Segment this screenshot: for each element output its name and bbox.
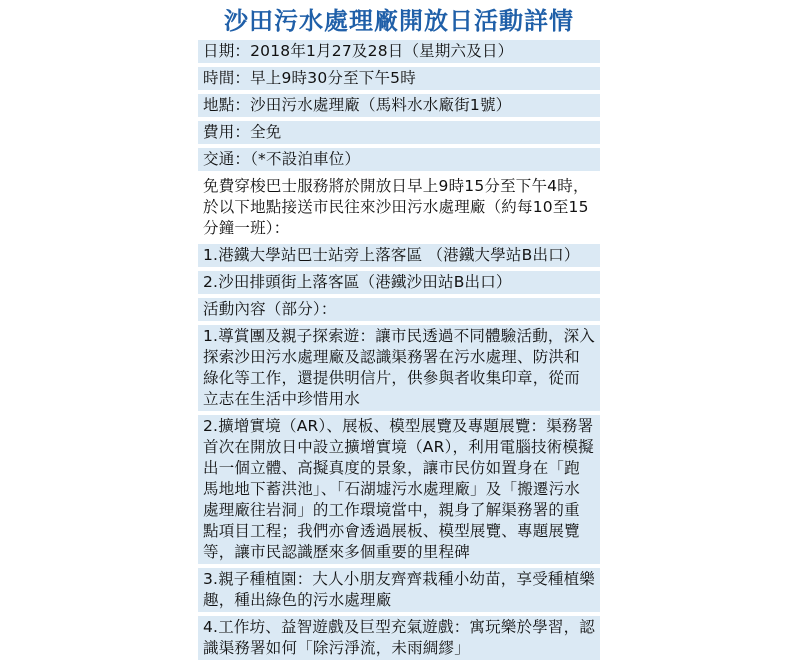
activities-heading: 活動內容（部分）： — [198, 298, 600, 321]
card-title: 沙田污水處理廠開放日活動詳情 — [224, 7, 574, 35]
activity-item-1: 1.導賞團及親子探索遊：讓市民透過不同體驗活動，深入探索沙田污水處理廠及認識渠務署在污水處理、防洪和綠化等工作，還提供明信片，供參與者收集印章，從而立志在生活中珍惜用水 — [198, 325, 600, 411]
activity-item-3: 3.親子種植園：大人小朋友齊齊栽種小幼苗，享受種植樂趣，種出綠色的污水處理廠 — [198, 568, 600, 612]
event-info-card — [198, 2, 600, 664]
transport-row: 交通：（*不設泊車位） — [198, 148, 600, 171]
activity-item-2: 2.擴增實境（AR）、展板、模型展覽及專題展覽：渠務署首次在開放日中設立擴增實境（AR），利用電腦技術模擬出一個立體、高擬真度的景象，讓市民仿如置身在「跑馬地地下蓄洪池」、「石湖墟污水處理廠」及「搬遷污水處理廠往岩洞」的工作環境當中，親身了解渠務署的重點項目工程；我們亦會透過展板、模型展覽、專題展覽等，讓市民認識歷來多個重要的里程碑 — [198, 415, 600, 564]
fee-row: 費用：全免 — [198, 121, 600, 144]
location-row: 地點：沙田污水處理廠（馬料水水廠街1號） — [198, 94, 600, 117]
pickup-point-1: 1.港鐵大學站巴士站旁上落客區 （港鐵大學站B出口） — [198, 244, 600, 267]
shuttle-bus-paragraph: 免費穿梭巴士服務將於開放日早上9時15分至下午4時，於以下地點接送市民往來沙田污水處理廠（約每10至15分鐘一班）： — [198, 175, 600, 240]
time-row: 時間：早上9時30分至下午5時 — [198, 67, 600, 90]
date-row: 日期：2018年1月27及28日（星期六及日） — [198, 40, 600, 63]
pickup-point-2: 2.沙田排頭街上落客區（港鐵沙田站B出口） — [198, 271, 600, 294]
activity-item-4: 4.工作坊、益智遊戲及巨型充氣遊戲：寓玩樂於學習，認識渠務署如何「除污淨流，未雨綢繆」 — [198, 616, 600, 660]
